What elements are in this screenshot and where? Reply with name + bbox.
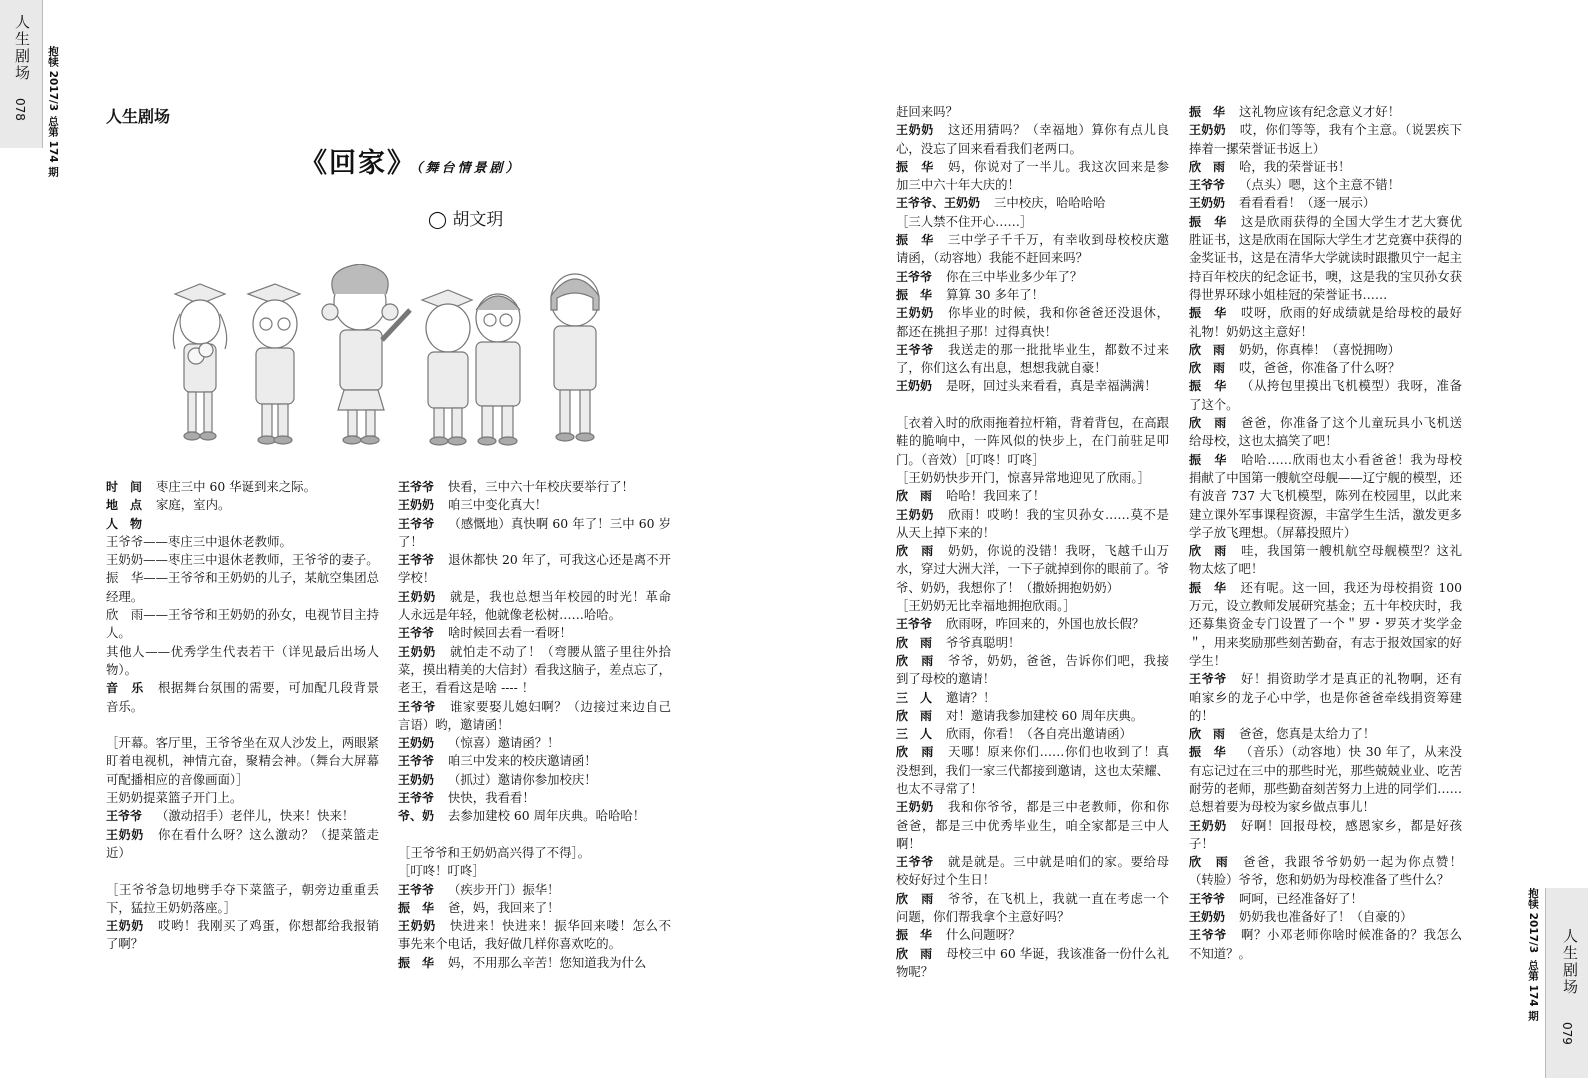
stage-direction — [106, 643, 379, 680]
line-text: 振 华——王爷爷和王奶奶的儿子，某航空集团总经理。 — [106, 570, 379, 604]
dialogue-line — [896, 725, 1169, 743]
dialogue-line — [1189, 908, 1462, 926]
left-issue-label: 总第 174 期 — [47, 116, 59, 177]
stage-direction — [106, 881, 379, 918]
speaker-name: 三 人 — [896, 690, 933, 705]
line-text: 其他人——优秀学生代表若干（详见最后出场人物）。 — [106, 643, 379, 677]
dialogue-line — [1189, 194, 1462, 212]
speaker-name: 三 人 — [896, 727, 933, 742]
line-text: 算算 30 多年了！ — [946, 286, 1045, 302]
line-text: 这礼物应该有纪念意义才好！ — [1239, 104, 1401, 119]
line-text: 欣 雨——王爷爷和王奶奶的孙女，电视节目主持人。 — [106, 607, 379, 641]
graduate-kid-figure — [422, 290, 472, 445]
dialogue-line — [1189, 579, 1462, 670]
speaker-name: 王奶奶 — [398, 644, 436, 659]
dialogue-line — [896, 890, 1169, 927]
subtitle-text: （舞台情景剧） — [416, 161, 522, 176]
dialogue-line — [896, 853, 1169, 890]
speaker-name: 振 华 — [1189, 306, 1227, 321]
line-text: 是呀，回过头来看看，真是幸福满满！ — [946, 378, 1157, 394]
line-text: 奶奶我也准备好了！（自豪的） — [1239, 909, 1413, 925]
dialogue-line — [1189, 121, 1462, 158]
dialogue-line — [1189, 451, 1462, 542]
right-magazine-label: 抱犊 2017/3 — [1527, 888, 1539, 954]
line-text: 还有呢。这一回，我还为母校捐资 100 万元，设立教师发展研究基金；五十年校庆时，我还募集资金专门设置了一个＂罗・罗英才奖学金＂，用来奖励那些刻苦勤奋，有志于报效国家的好学生！ — [1189, 579, 1462, 668]
line-text: 啊？小邓老师你啥时候准备的？我怎么不知道？。 — [1189, 927, 1462, 961]
stage-direction — [896, 103, 1169, 121]
line-text: 爸爸，您真是太给力了！ — [1239, 726, 1376, 742]
dialogue-line — [1189, 817, 1462, 854]
speaker-name: 欣 雨 — [896, 635, 933, 650]
line-text: 欣雨！哎哟！我的宝贝孙女……莫不是从天上掉下来的！ — [896, 506, 1169, 540]
dialogue-line — [398, 954, 671, 972]
paragraph-gap — [896, 396, 1169, 414]
line-text: 快进来！快进来！振华回来喽！怎么不事先来个电话，我好做几样你喜欢吃的。 — [398, 918, 671, 952]
speaker-name: 王奶奶 — [1189, 910, 1226, 925]
line-text: （激动招手）老伴儿，快来！快来！ — [156, 808, 355, 824]
speaker-name: 振 华 — [896, 287, 933, 302]
line-text: 哈哈……欣雨也太小看爸爸！我为母校捐献了中国第一艘航空母舰——辽宁舰的模型，还有波音 737 大飞机模型，陈列在校园里，以此来建立课外军事课程资源，丰富学生生活，激发更多学子放飞理想。（屏幕投照片） — [1189, 451, 1462, 540]
line-text: 就怕走不动了！（弯腰从篮子里往外拾菜，摸出精美的大信封）看我这脑子，差点忘了，老王，看看这是啥 ---- ！ — [398, 643, 671, 696]
speaker-name: 王爷爷 — [398, 516, 435, 531]
dialogue-line — [398, 515, 671, 552]
dialogue-line — [398, 899, 671, 917]
speaker-name: 王爷爷 — [1189, 178, 1226, 193]
line-text: 哎，爸爸，你准备了什么呀？ — [1239, 360, 1401, 376]
dialogue-line — [896, 286, 1169, 304]
dialogue-line — [398, 551, 671, 588]
section-heading: 人生剧场 — [106, 107, 171, 126]
speaker-name: 王奶奶 — [398, 772, 435, 787]
dialogue-line — [896, 268, 1169, 286]
right-section-label: 人生剧场 — [1561, 928, 1579, 996]
speaker-name: 王爷爷 — [896, 617, 933, 632]
dialogue-line — [1189, 853, 1462, 890]
dialogue-line — [398, 624, 671, 642]
line-text: 就是，我也总想当年校园的时光！革命人永远是年轻，他就像老松树……哈哈。 — [398, 588, 671, 623]
dialogue-line — [896, 304, 1169, 341]
dialogue-line — [398, 917, 671, 954]
line-text: 王爷爷——枣庄三中退休老教师。 — [106, 533, 292, 549]
speaker-name: 振 华 — [1189, 580, 1227, 595]
line-text: ［王奶奶快步开门，惊喜异常地迎见了欣雨。］ — [896, 469, 1151, 485]
dialogue-line — [398, 789, 671, 807]
dialogue-line — [896, 743, 1169, 798]
line-text: （感慨地）真快啊 60 年了！三中 60 岁了！ — [398, 515, 671, 549]
line-text: 就是就是。三中就是咱们的家。要给母校好好过个生日！ — [896, 854, 1169, 888]
line-text: 这还用猜吗？（幸福地）算你有点儿良心，没忘了回来看看我们老两口。 — [896, 122, 1169, 156]
line-text: 母校三中 60 华诞，我该准备一份什么礼物呢？ — [896, 945, 1169, 979]
speaker-name: 欣 雨 — [1189, 361, 1226, 376]
line-text: （抓过）邀请你参加校庆！ — [448, 771, 597, 787]
dialogue-line — [896, 615, 1169, 633]
line-text: 哎呀，欣雨的好成绩就是给母校的最好礼物！奶奶这主意好！ — [1189, 305, 1462, 339]
stage-direction — [106, 551, 379, 569]
line-text: ［衣着入时的欣雨拖着拉杆箱，背着背包，在高跟鞋的脆响中，一阵风似的快步上，在门前驻足叩门。（音效）［叮咚！叮咚］ — [896, 415, 1169, 467]
line-text: 咱三中变化真大！ — [448, 497, 548, 513]
dialogue-line — [1189, 158, 1462, 176]
stage-direction — [106, 606, 379, 643]
line-text: 爸爸，我跟爷爷奶奶一起为你点赞！（转脸）爷爷，您和奶奶为母校准备了些什么？ — [1189, 854, 1462, 888]
speaker-name: 欣 雨 — [896, 708, 933, 723]
line-text: 快看，三中六十年校庆要举行了！ — [448, 479, 634, 494]
line-text: 赶回来吗？ — [896, 104, 958, 119]
pointing-girl-figure — [322, 264, 410, 444]
graduate-boy-figure — [248, 284, 300, 444]
speaker-name: 振 华 — [1189, 452, 1228, 467]
dialogue-line — [896, 798, 1169, 853]
left-page-number: 078 — [13, 98, 27, 121]
dialogue-line — [1189, 926, 1462, 963]
speaker-name: 王奶奶 — [398, 736, 435, 751]
speaker-name: 振 华 — [1189, 214, 1227, 229]
dialogue-line — [106, 807, 379, 825]
line-text: 爷爷真聪明！ — [946, 634, 1021, 650]
dialogue-line — [1189, 103, 1462, 121]
speaker-name: 欣 雨 — [896, 891, 934, 906]
dialogue-line — [896, 945, 1169, 982]
dialogue-line — [398, 478, 671, 496]
stage-direction — [106, 734, 379, 789]
dialogue-line — [896, 158, 1169, 195]
speaker-name: 王奶奶 — [398, 919, 436, 934]
speaker-name: 人 物 — [106, 516, 143, 531]
author-line: ◯ 胡文玥 — [428, 210, 504, 230]
speaker-name: 王奶奶 — [1189, 123, 1226, 138]
line-text: 爸爸，你准备了这个儿童玩具小飞机送给母校，这也太搞笑了吧！ — [1189, 415, 1462, 449]
line-text: （惊喜）邀请函？！ — [448, 735, 560, 751]
dialogue-line — [896, 341, 1169, 378]
speaker-name: 王爷爷 — [1189, 891, 1226, 906]
dialogue-line — [398, 752, 671, 770]
dialogue-line — [1189, 359, 1462, 377]
speaker-name: 王爷爷 — [896, 855, 934, 870]
line-text: （音乐）（动容地）快 30 年了，从来没有忘记过在三中的那些时光，那些兢兢业业、吃苦耐劳的老师，那些勤奋刻苦努力上进的同学们……总想着要为母校为家乡做点事儿！ — [1189, 744, 1462, 815]
dialogue-line — [398, 643, 671, 698]
speaker-name: 王奶奶 — [1189, 818, 1227, 833]
dialogue-line — [398, 698, 671, 735]
line-text: 你在三中毕业多少年了？ — [946, 268, 1083, 284]
speaker-name: 王奶奶 — [398, 498, 435, 513]
line-text: 王奶奶——枣庄三中退休老教师，王爷爷的妻子。 — [106, 552, 379, 568]
dialogue-line — [896, 542, 1169, 597]
line-text: ［叮咚！叮咚］ — [398, 863, 485, 879]
paragraph-gap — [106, 716, 379, 734]
dialogue-line — [106, 496, 379, 514]
line-text: 欣雨，你看！（各自亮出邀请函） — [946, 726, 1132, 742]
stage-direction — [896, 597, 1169, 615]
line-text: 你在看什么呀？这么激动？（提菜篮走近） — [106, 826, 379, 860]
right-page-number: 079 — [1560, 1022, 1574, 1045]
line-text: 啥时候回去看一看呀！ — [448, 625, 572, 641]
line-text: 你毕业的时候，我和你爸爸还没退休，都还在挑担子那！过得真快！ — [896, 305, 1169, 339]
line-text: 哎哟！我刚买了鸡蛋，你想都给我报销了啊？ — [106, 918, 379, 952]
speaker-name: 振 华 — [1189, 745, 1227, 760]
line-text: 哈，我的荣誉证书！ — [1239, 158, 1351, 174]
speaker-name: 王奶奶 — [106, 827, 144, 842]
dialogue-line — [896, 121, 1169, 158]
dialogue-line — [896, 926, 1169, 944]
line-text: 谁家要娶儿媳妇啊？（边接过来边自己言语）哟，邀请函！ — [398, 698, 671, 732]
line-text: 欣雨呀，咋回来的，外国也放长假？ — [946, 616, 1145, 632]
line-text: 对！邀请我参加建校 60 周年庆典。 — [946, 707, 1144, 723]
speaker-name: 振 华 — [398, 900, 435, 915]
line-text: 爸，妈，我回来了！ — [448, 899, 560, 915]
speaker-name: 欣 雨 — [1189, 342, 1226, 357]
dialogue-line — [1189, 890, 1462, 908]
line-text: 好啊！回报母校，感恩家乡，都是好孩子！ — [1189, 817, 1462, 851]
line-text: 爷爷，奶奶，爸爸，告诉你们吧，我接到了母校的邀请！ — [896, 652, 1169, 687]
dialogue-line — [106, 917, 379, 954]
dialogue-line — [398, 807, 671, 825]
speaker-name: 欣 雨 — [896, 489, 933, 504]
boy-with-glasses-figure — [476, 294, 520, 445]
line-text: （从挎包里摸出飞机模型）我呀，准备了这个。 — [1189, 378, 1462, 412]
dialogue-line — [106, 478, 379, 496]
line-text: 看看看看！（逐一展示） — [1239, 195, 1376, 211]
speaker-name: 振 华 — [398, 955, 435, 970]
dialogue-line — [1189, 377, 1462, 414]
line-text: 好！捐资助学才是真正的礼物啊，还有咱家乡的龙子心中学，也是你爸爸牵线捐资筹建的！ — [1189, 671, 1462, 723]
line-text: 咱三中发来的校庆邀请函！ — [448, 753, 597, 769]
dialogue-line — [896, 377, 1169, 395]
speaker-name: 欣 雨 — [896, 544, 934, 559]
paragraph-gap — [106, 862, 379, 880]
line-text: 快快，我看看！ — [448, 790, 535, 806]
dialogue-line — [398, 881, 671, 899]
speaker-name: 振 华 — [896, 159, 934, 174]
paragraph-gap — [398, 826, 671, 844]
dialogue-line — [398, 771, 671, 789]
script-column-1 — [106, 478, 379, 954]
line-text: 奶奶，你真棒！（喜悦拥吻） — [1239, 341, 1401, 357]
dialogue-line — [896, 707, 1169, 725]
dialogue-line — [1189, 743, 1462, 816]
dialogue-line — [1189, 670, 1462, 725]
play-title — [300, 141, 522, 180]
speaker-name: 王爷爷 — [398, 791, 435, 806]
stage-direction — [896, 414, 1169, 469]
dialogue-line — [896, 689, 1169, 707]
line-text: （点头）嗯，这个主意不错！ — [1239, 177, 1401, 193]
line-text: 爷爷，在飞机上，我就一直在考虑一个问题，你们帮我拿个主意好吗？ — [896, 890, 1169, 925]
line-text: 枣庄三中 60 华诞到来之际。 — [156, 479, 316, 494]
speaker-name: 爷、奶 — [398, 809, 435, 824]
speaker-name: 欣 雨 — [896, 745, 935, 760]
speaker-name: 王奶奶 — [1189, 196, 1226, 211]
left-magazine-label: 抱犊 2017/3 — [47, 46, 59, 112]
stage-direction — [106, 569, 379, 606]
speaker-name: 欣 雨 — [1189, 855, 1230, 870]
dialogue-line — [896, 652, 1169, 689]
speaker-name: 王爷爷 — [398, 626, 435, 641]
line-text: 退休都快 20 年了，可我这心还是离不开学校！ — [398, 552, 671, 586]
speaker-name: 王爷爷 — [398, 480, 435, 494]
speaker-name: 欣 雨 — [1189, 544, 1227, 559]
line-text: 呵呵，已经准备好了！ — [1239, 890, 1363, 906]
speaker-name: 欣 雨 — [1189, 727, 1226, 742]
dialogue-line — [896, 634, 1169, 652]
speaker-name: 振 华 — [1189, 379, 1227, 394]
dialogue-line — [896, 487, 1169, 505]
speaker-name: 欣 雨 — [896, 653, 934, 668]
dialogue-line — [398, 734, 671, 752]
dialogue-line — [1189, 542, 1462, 579]
speaker-name: 振 华 — [896, 233, 934, 248]
speaker-name: 王奶奶 — [896, 379, 933, 394]
stage-direction — [106, 789, 379, 807]
line-text: 王奶奶提菜篮子开门上。 — [106, 790, 243, 806]
dialogue-line — [106, 679, 379, 716]
dialogue-line — [106, 515, 379, 533]
script-column-3 — [896, 103, 1169, 981]
stage-direction — [106, 533, 379, 551]
speaker-name: 王奶奶 — [896, 507, 935, 522]
line-text: 我和你爷爷，都是三中老教师，你和你爸爸，都是三中优秀毕业生，咱全家都是三中人啊！ — [896, 799, 1169, 851]
line-text: 邀请？！ — [946, 689, 996, 705]
stage-direction — [398, 862, 671, 880]
stage-direction — [398, 844, 671, 862]
speaker-name: 王爷爷、王奶奶 — [896, 196, 981, 211]
speaker-name: 王爷爷 — [398, 754, 435, 769]
dialogue-line — [1189, 414, 1462, 451]
speaker-name: 王爷爷 — [1189, 928, 1227, 943]
script-column-4 — [1189, 103, 1462, 963]
speaker-name: 振 华 — [896, 928, 933, 943]
dialogue-line — [1189, 725, 1462, 743]
speaker-name: 王爷爷 — [398, 553, 435, 568]
line-text: ［王奶奶无比幸福地拥抱欣雨。］ — [896, 598, 1076, 614]
speaker-name: 王奶奶 — [896, 306, 934, 321]
line-text: 家庭，室内。 — [156, 497, 231, 513]
line-text: 哇，我国第一艘机航空母舰模型？这礼物太炫了吧！ — [1189, 543, 1462, 577]
dialogue-line — [896, 506, 1169, 543]
dialogue-line — [398, 496, 671, 514]
line-text: 什么问题呀？ — [946, 927, 1021, 943]
line-text: ［开幕。客厅里，王爷爷坐在双人沙发上，两眼紧盯着电视机，神情亢奋，聚精会神。（舞台大屏幕可配播相应的音像画面）］ — [106, 735, 379, 787]
girl-with-badge-figure — [551, 274, 599, 441]
title-text: 《回家》 — [300, 148, 416, 179]
speaker-name: 欣 雨 — [896, 946, 933, 961]
line-text: 哈哈！我回来了！ — [946, 488, 1046, 504]
line-text: 去参加建校 60 周年庆典。哈哈哈！ — [448, 808, 646, 824]
line-text: ［王爷爷和王奶奶高兴得了不得］。 — [398, 844, 591, 860]
speaker-name: 地 点 — [106, 498, 143, 513]
stage-direction — [896, 213, 1169, 231]
line-text: 哎，你们等等，我有个主意。（说罢疾下捧着一摞荣誉证书返上） — [1189, 122, 1462, 156]
dialogue-line — [1189, 304, 1462, 341]
speaker-name: 王奶奶 — [398, 589, 436, 604]
speaker-name: 王奶奶 — [106, 919, 144, 934]
speaker-name: 时 间 — [106, 480, 143, 494]
speaker-name: 音 乐 — [106, 681, 144, 696]
stage-direction — [896, 469, 1169, 487]
graduate-girl-figure — [173, 284, 226, 440]
line-text: 三中校庆，哈哈哈哈 — [994, 195, 1106, 211]
speaker-name: 王爷爷 — [106, 809, 143, 824]
speaker-name: 振 华 — [1189, 105, 1226, 119]
dialogue-line — [398, 588, 671, 625]
speaker-name: 王爷爷 — [896, 269, 933, 284]
speaker-name: 王奶奶 — [896, 123, 934, 138]
speaker-name: 欣 雨 — [1189, 416, 1227, 431]
speaker-name: 王爷爷 — [1189, 672, 1227, 687]
line-text: 妈，你说对了一半儿。我这次回来是参加三中六十年大庆的！ — [896, 158, 1169, 193]
line-text: 三中学子千千万，有幸收到母校校庆邀请函，（动容地）我能不赶回来吗？ — [896, 232, 1169, 266]
dialogue-line — [1189, 176, 1462, 194]
line-text: 天哪！原来你们……你们也收到了！真没想到，我们一家三代都接到邀请，这也太荣耀、也太不寻常了！ — [896, 744, 1169, 796]
line-text: （疾步开门）振华！ — [448, 881, 560, 897]
children-illustration — [160, 264, 610, 450]
line-text: 妈，不用那么辛苦！您知道我为什么 — [448, 954, 647, 970]
dialogue-line — [106, 826, 379, 863]
dialogue-line — [896, 194, 1169, 212]
line-text: 我送走的那一批批毕业生，都数不过来了，你们这么有出息，想想我就自豪！ — [896, 341, 1169, 376]
speaker-name: 王爷爷 — [398, 882, 435, 897]
script-column-2 — [398, 478, 671, 972]
speaker-name: 王爷爷 — [896, 342, 934, 357]
line-text: ［王爷爷急切地劈手夺下菜篮子，朝旁边重重丢下，猛拉王奶奶落座。］ — [106, 881, 379, 915]
dialogue-line — [896, 231, 1169, 268]
dialogue-line — [1189, 341, 1462, 359]
line-text: 这是欣雨获得的全国大学生才艺大赛优胜证书，这是欣雨在国际大学生才艺竞赛中获得的金奖证书，这是在清华大学就读时跟撒贝宁一起主持百年校庆的纪念证书，噢，这是我的宝贝孙女获得世界环球小姐桂冠的荣誉证书…… — [1189, 213, 1462, 302]
speaker-name: 欣 雨 — [1189, 159, 1226, 174]
line-text: ［三人禁不住开心……］ — [896, 213, 1033, 229]
dialogue-line — [1189, 213, 1462, 304]
line-text: 奶奶，你说的没错！我呀，飞越千山万水，穿过大洲大洋，一下子就掉到你的眼前了。爷爷、奶奶，我想你了！（撒娇拥抱奶奶） — [896, 543, 1169, 595]
speaker-name: 王爷爷 — [398, 699, 436, 714]
right-issue-label: 总第 174 期 — [1527, 960, 1539, 1021]
line-text: 根据舞台氛围的需要，可加配几段背景音乐。 — [106, 680, 379, 714]
speaker-name: 王奶奶 — [896, 800, 934, 815]
left-section-label: 人生剧场 — [13, 14, 31, 82]
